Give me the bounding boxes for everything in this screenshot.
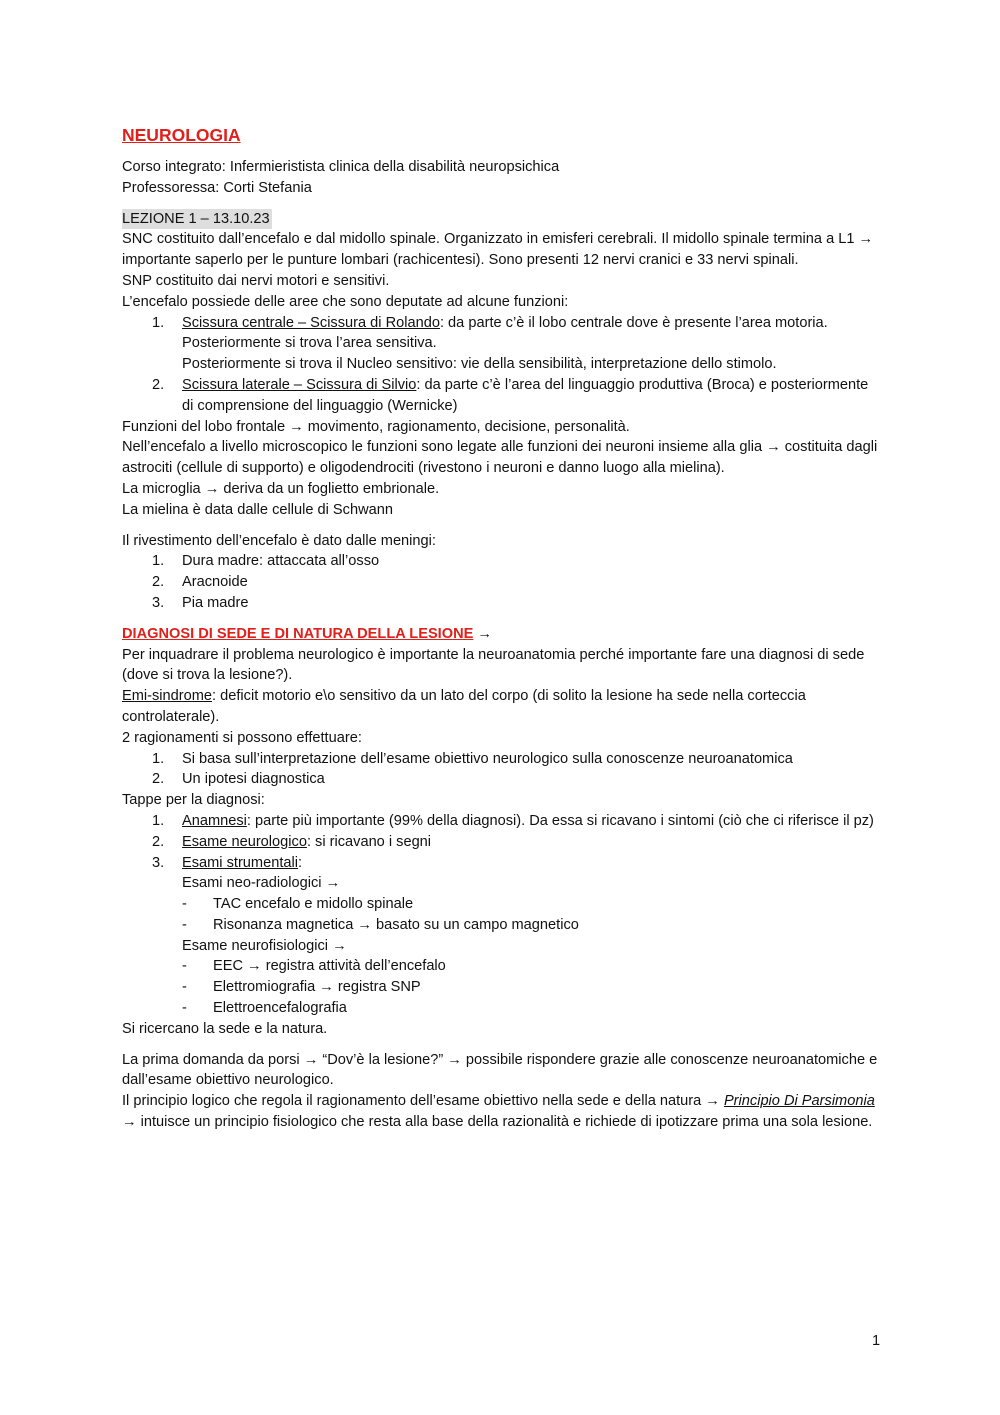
- professor-line: Professoressa: Corti Stefania: [122, 179, 312, 196]
- list-item: 2. Un ipotesi diagnostica: [152, 771, 325, 788]
- list-item: 2. Esame neurologico: si ricavano i segni: [152, 833, 432, 850]
- paragraph-neuroanatomia: Per inquadrare il problema neurologico è importante la neuroanatomia perché importante fare una diagnosi di sede (dove si trova la lesione?).: [122, 646, 865, 684]
- paragraph-sede-natura: Si ricercano la sede e la natura.: [122, 1020, 328, 1037]
- list-item: 1. Scissura centrale – Scissura di Rolando: da parte c’è il lobo centrale dove è presente l’area motoria. Posteriormente si trova l’area sensitiva. Posteriormente si trova il Nucleo sensitivo: vie della sensibilità, interpretazione dello stimolo.: [152, 314, 828, 373]
- paragraph-snc: SNC costituito dall’encefalo e dal midollo spinale. Organizzato in emisferi cerebrali. Il midollo spinale termina a L1 → importante saperlo per le punture lombari (rachicentesi). Sono presenti 12 nervi cranici e 33 nervi spinali.: [122, 231, 874, 269]
- scissure-list: [122, 313, 882, 417]
- list-item: - EEC → registra attività dell’encefalo: [182, 958, 446, 975]
- list-item: 1. Dura madre: attaccata all’osso: [152, 553, 380, 570]
- document-title: NEUROLOGIA: [122, 125, 241, 145]
- paragraph-emi-sindrome: Emi-sindrome: deficit motorio e\o sensitivo da un lato del corpo (di solito la lesione ha sede nella corteccia controlaterale).: [122, 688, 806, 725]
- list-item: 2. Aracnoide: [152, 574, 248, 591]
- paragraph-microglia: La microglia → deriva da un foglietto embrionale.: [122, 480, 440, 497]
- tappe-list: [122, 811, 882, 873]
- list-item: 2. Scissura laterale – Scissura di Silvio: da parte c’è l’area del linguaggio produttiva (Broca) e posteriormente di comprensione del linguaggio (Wernicke): [152, 376, 869, 414]
- ragionamenti-list: [122, 749, 882, 791]
- meningi-list: [122, 551, 882, 613]
- lesson-heading: LEZIONE 1 – 13.10.23: [122, 209, 272, 230]
- paragraph-glia: Nell’encefalo a livello microscopico le funzioni sono legate alle funzioni dei neuroni insieme alla glia → costituita dagli astrociti (cellule di supporto) e oligodendrociti (rivestono i neuroni e danno luogo alla mielina).: [122, 439, 878, 477]
- document-page: [122, 124, 882, 1133]
- paragraph-lobo-frontale: Funzioni del lobo frontale → movimento, ragionamento, decisione, personalità.: [122, 418, 630, 435]
- list-item: - Elettroencefalografia: [182, 1000, 347, 1017]
- list-item: 3. Pia madre: [152, 594, 249, 611]
- paragraph-principio: Il principio logico che regola il ragionamento dell’esame obiettivo nella sede e della natura → Principio Di Parsimonia → intuisce un principio fisiologico che resta alla base della razionalità e richiede di ipotizzare prima una sola lesione.: [122, 1093, 875, 1131]
- list-item: - Elettromiografia → registra SNP: [182, 979, 421, 996]
- list-item: - TAC encefalo e midollo spinale: [182, 896, 414, 913]
- list-item: 3. Esami strumentali:: [152, 854, 303, 871]
- list-item: - Risonanza magnetica → basato su un campo magnetico: [182, 916, 579, 933]
- list-item: 1. Si basa sull’interpretazione dell’esame obiettivo neurologico sulla conoscenze neuroanatomica: [152, 750, 793, 767]
- section-heading-diagnosi: DIAGNOSI DI SEDE E DI NATURA DELLA LESIONE →: [122, 625, 493, 642]
- paragraph-mielina: La mielina è data dalle cellule di Schwann: [122, 501, 393, 518]
- paragraph-prima-domanda: La prima domanda da porsi → “Dov’è la lesione?” → possibile rispondere grazie alle conoscenze neuroanatomiche e dall’esame obiettivo neurologico.: [122, 1051, 878, 1089]
- course-line: Corso integrato: Infermieristista clinica della disabilità neuropsichica: [122, 159, 560, 175]
- paragraph-ragionamenti: 2 ragionamenti si possono effettuare:: [122, 729, 362, 746]
- paragraph-snp: SNP costituito dai nervi motori e sensitivi.: [122, 272, 390, 289]
- list-item: 1. Anamnesi: parte più importante (99% della diagnosi). Da essa si ricavano i sintomi (ciò che ci riferisce il pz): [152, 812, 874, 829]
- paragraph-tappe: Tappe per la diagnosi:: [122, 792, 265, 809]
- paragraph-meningi: Il rivestimento dell’encefalo è dato dalle meningi:: [122, 532, 436, 549]
- paragraph-encefalo-aree: L’encefalo possiede delle aree che sono deputate ad alcune funzioni:: [122, 293, 569, 310]
- esami-neurofisiologici-label: Esame neurofisiologici →: [182, 937, 347, 954]
- page-number: 1: [872, 1333, 881, 1349]
- esami-neuroradiologici-label: Esami neo-radiologici →: [182, 875, 341, 892]
